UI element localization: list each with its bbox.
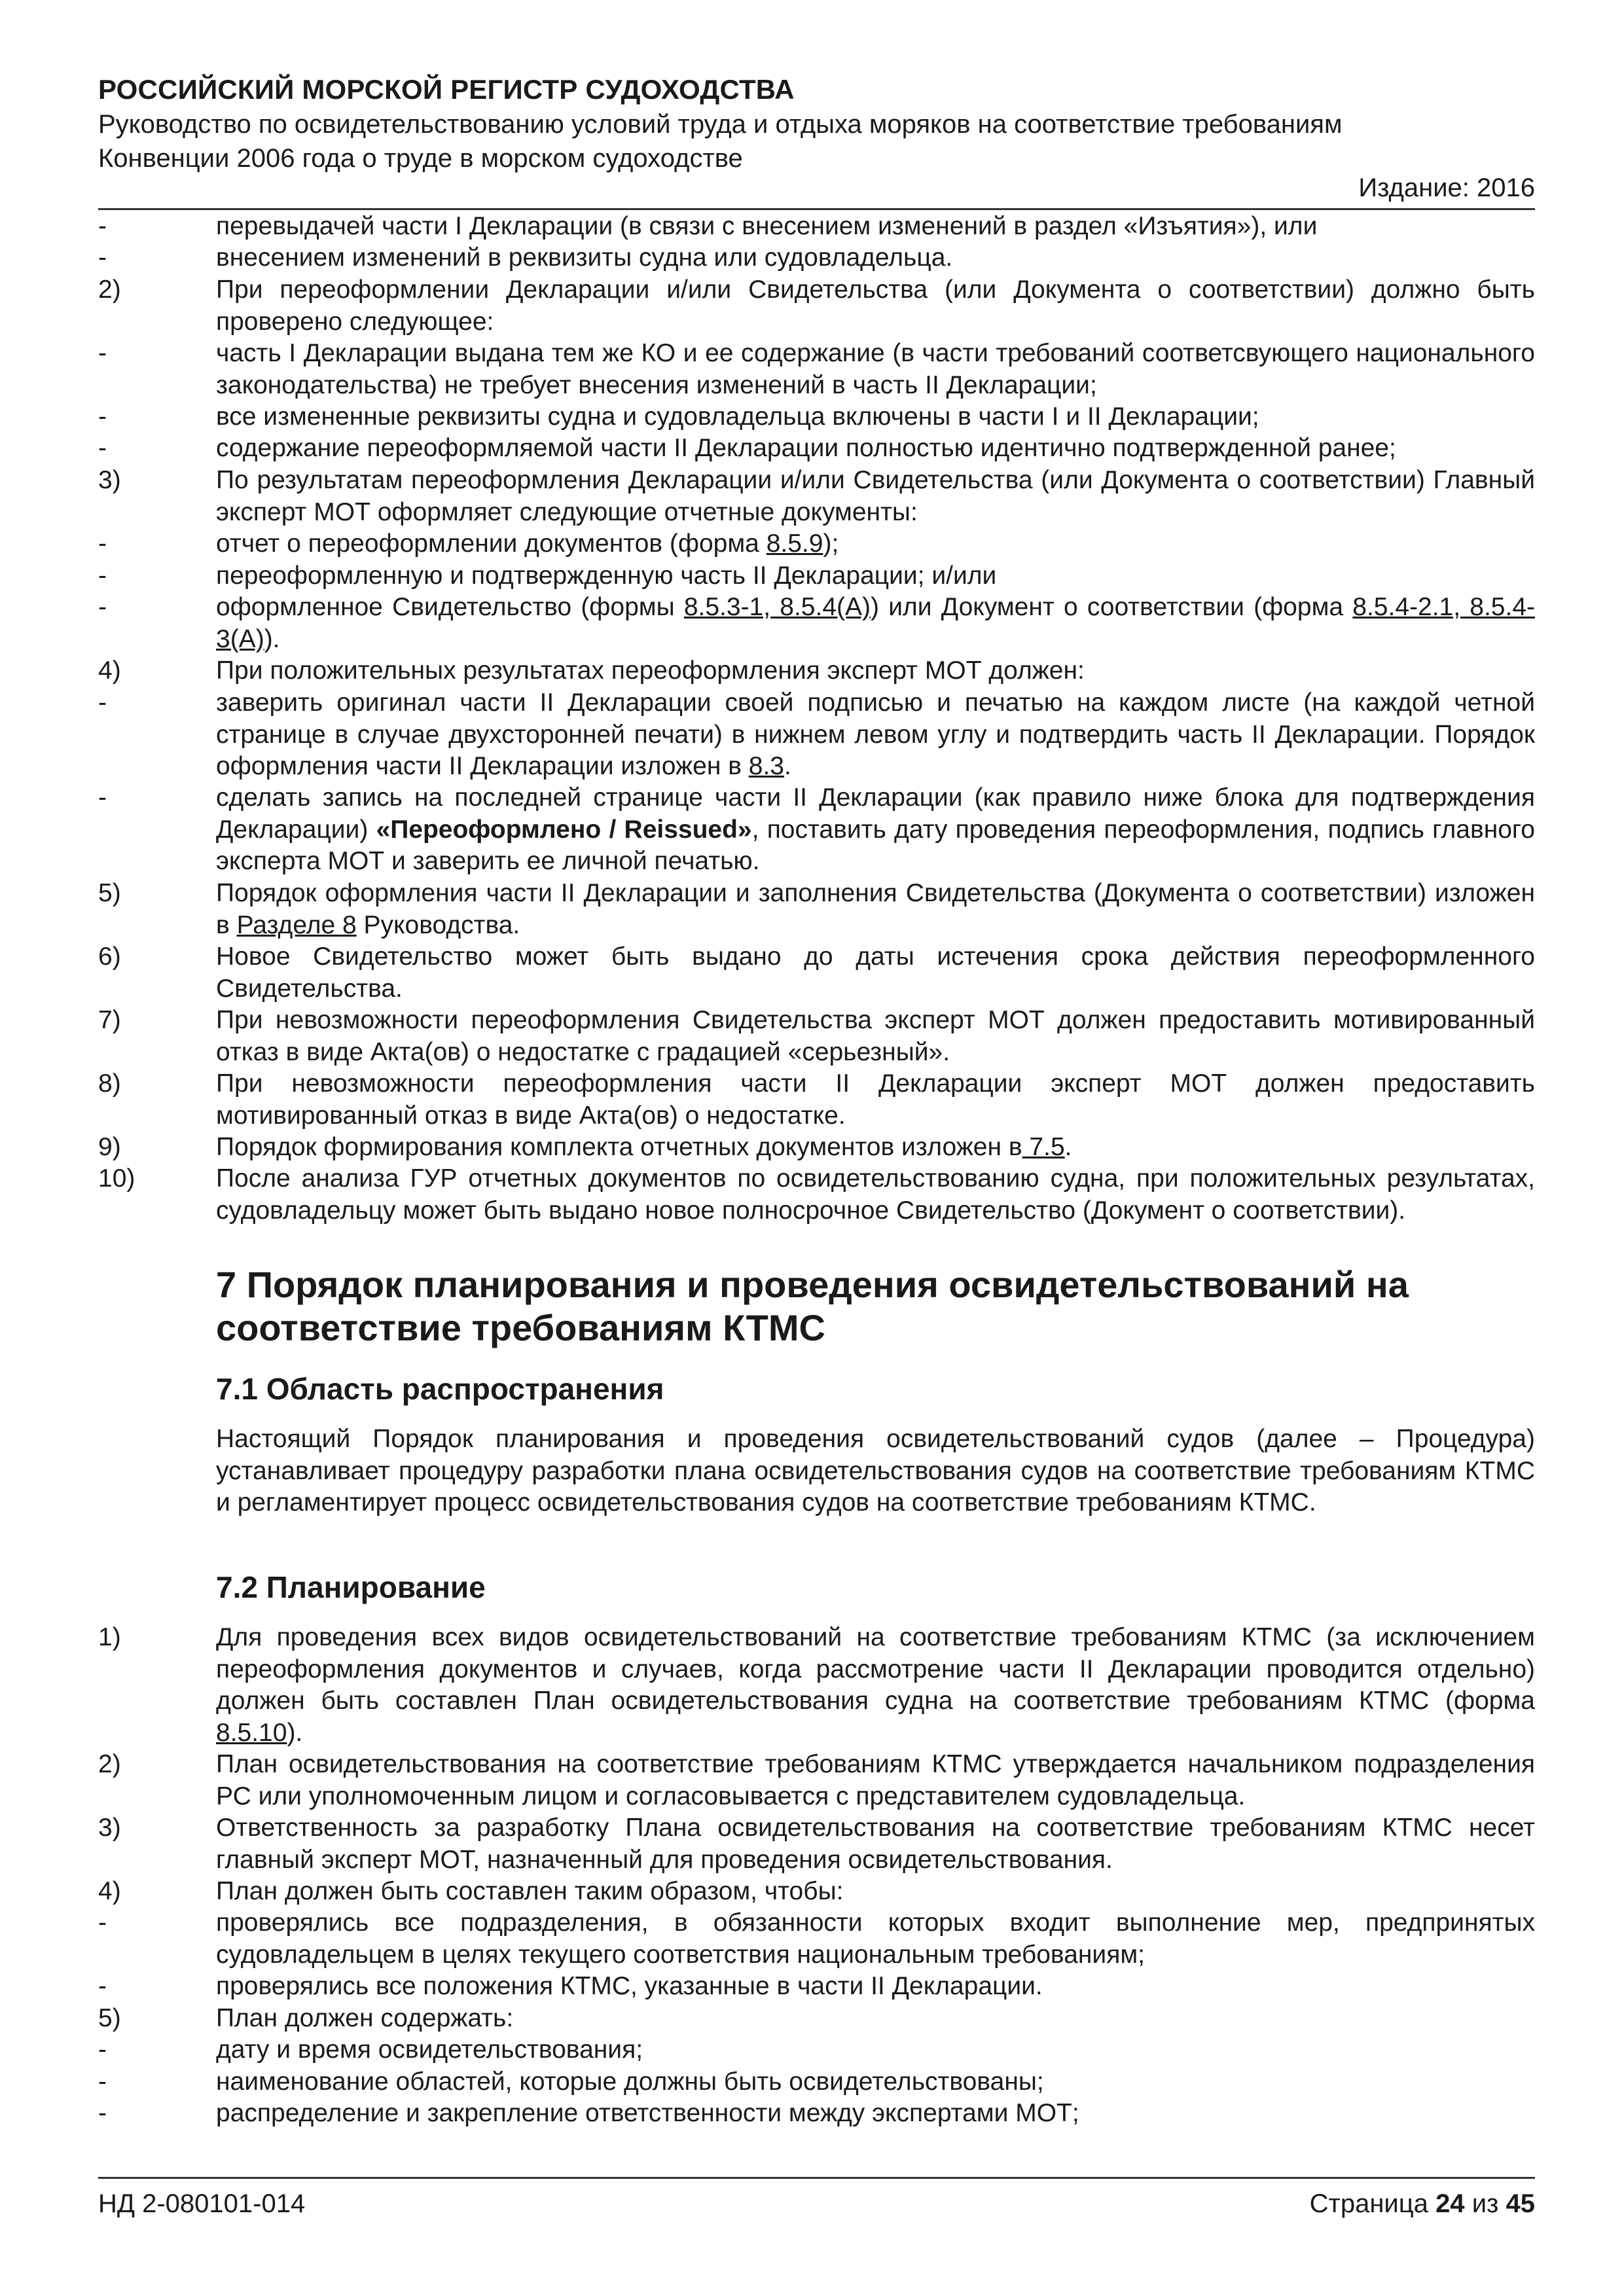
text-run: Порядок формирования комплекта отчетных документов изложен в: [216, 1133, 1022, 1161]
list-marker: 3): [98, 1814, 121, 1842]
document-subtitle-line-1: Руководство по освидетельствованию условий труда и отдыха моряков на соответствие требованиям: [98, 110, 1343, 139]
list-item-text: проверялись все подразделения, в обязанности которых входит выполнение мер, предпринятых судовладельцем в целях текущего соответствия национальным требованиям;: [216, 1909, 1535, 1969]
list-item-text: По результатам переоформления Декларации и/или Свидетельства (или Документа о соответствии) Главный эксперт МОТ оформляет следующие отчетные документы:: [216, 466, 1535, 526]
list-marker: -: [98, 212, 107, 240]
list-marker: -: [98, 689, 107, 717]
text-run: Для проведения всех видов освидетельствований на соответствие требованиям КТМС (за исключением переоформления документов и случаев, когда рассмотрение части II Декларации проводится отдельно) должен быть составлен План освидетельствования судна на соответствие требованиям КТМС (форма: [216, 1623, 1535, 1715]
list-marker: 7): [98, 1006, 121, 1034]
list-item-text: наименование областей, которые должны быть освидетельствованы;: [216, 2068, 1044, 2096]
text-run: ).: [287, 1718, 303, 1747]
list-item-text: распределение и закрепление ответственности между экспертами МОТ;: [216, 2099, 1079, 2127]
list-item-text: При невозможности переоформления Свидетельства эксперт МОТ должен предоставить мотивированный отказ в виде Акта(ов) о недостатке с градацией «серьезный».: [216, 1006, 1535, 1066]
list-item-text: [216, 687, 1535, 783]
text-run: .: [1064, 1133, 1072, 1161]
list-marker: 10): [98, 1164, 135, 1193]
list-marker: 4): [98, 656, 121, 685]
list-item-text: После анализа ГУР отчетных документов по освидетельствованию судна, при положительных результатах, судовладельцу может быть выдано новое полносрочное Свидетельство (Документ о соответствии).: [216, 1164, 1535, 1225]
text-run: );: [823, 529, 839, 558]
current-page: 24: [1435, 2189, 1465, 2218]
form-link[interactable]: 8.5.3-1, 8.5.4(А): [683, 593, 871, 621]
of-word: из: [1471, 2189, 1499, 2218]
text-run: отчет о переоформлении документов (форма: [216, 529, 767, 558]
list-marker: -: [98, 403, 107, 431]
text-run: Руководства.: [356, 910, 520, 939]
text-run: сделать запись на последней странице части II Декларации (как правило ниже блока для подтверждения Декларации): [216, 783, 1535, 844]
text-run: ).: [264, 624, 280, 653]
text-run: заверить оригинал части II Декларации своей подписью и печатью на каждом листе (на каждой четной странице в случае двухсторонней печати) в нижнем левом углу и подтвердить часть II Декларации. Порядок оформления части II Декларации изложен в: [216, 689, 1535, 780]
list-item-text: часть I Декларации выдана тем же КО и ее содержание (в части требований соответсвующего национального законодательства) не требует внесения изменений в часть II Декларации;: [216, 339, 1535, 399]
list-marker: 4): [98, 1877, 121, 1905]
list-item-text: [216, 1622, 1535, 1749]
list-item-text: При невозможности переоформления части II Декларации эксперт МОТ должен предоставить мотивированный отказ в виде Акта(ов) о недостатке.: [216, 1069, 1535, 1130]
list-item-text: [216, 528, 1535, 560]
form-link[interactable]: 8.5.10: [216, 1718, 287, 1747]
section-7-1-paragraph: Настоящий Порядок планирования и проведения освидетельствований судов (далее – Процедура) устанавливает процедуру разработки плана освидетельствования судов на соответствие требованиям КТМС и регламентирует процесс освидетельствования судов на соответствие требованиям КТМС.: [216, 1425, 1535, 1516]
section-7-2-title: 7.2 Планирование: [216, 1570, 486, 1604]
section-7-1-title: 7.1 Область распространения: [216, 1372, 664, 1406]
form-link[interactable]: 8.5.9: [766, 529, 823, 558]
list-marker: -: [98, 2036, 107, 2064]
text-run: , поставить дату проведения переоформления, подпись главного эксперта МОТ и заверить ее личной печатью.: [216, 815, 1535, 875]
list-item-text: дату и время освидетельствования;: [216, 2036, 643, 2064]
document-number: НД 2-080101-014: [98, 2189, 306, 2218]
list-marker: 5): [98, 2004, 121, 2032]
list-item-text: все измененные реквизиты судна и судовладельца включены в части I и II Декларации;: [216, 403, 1259, 431]
text-run: оформленное Свидетельство (формы: [216, 593, 684, 621]
list-item-text: Новое Свидетельство может быть выдано до даты истечения срока действия переоформленного Свидетельства.: [216, 942, 1535, 1003]
edition-label: Издание: 2016: [1358, 173, 1535, 202]
section-7-title-line-1: 7 Порядок планирования и проведения освидетельствований на: [216, 1264, 1409, 1305]
list-marker: -: [98, 2068, 107, 2096]
text-run: ) или Документ о соответствии (форма: [871, 593, 1353, 621]
text-run: .: [784, 752, 791, 780]
list-item-text: [216, 1132, 1535, 1164]
list-marker: -: [98, 529, 107, 558]
list-marker: -: [98, 2099, 107, 2127]
list-item-text: проверялись все положения КТМС, указанные в части II Декларации.: [216, 1972, 1043, 2000]
list-item-text: содержание переоформляемой части II Декларации полностью идентично подтвержденной ранее;: [216, 434, 1396, 462]
list-item-text: План должен быть составлен таким образом, чтобы:: [216, 1877, 844, 1905]
list-item-text: План должен содержать:: [216, 2004, 514, 2032]
list-marker: -: [98, 1909, 107, 1937]
list-item-text: внесением изменений в реквизиты судна или судовладельца.: [216, 243, 953, 272]
list-marker: 9): [98, 1133, 121, 1161]
organization-name: РОССИЙСКИЙ МОРСКОЙ РЕГИСТР СУДОХОДСТВА: [98, 74, 795, 105]
list-item-text: перевыдачей части I Декларации (в связи с внесением изменений в раздел «Изъятия»), или: [216, 212, 1318, 240]
list-marker: 5): [98, 879, 121, 907]
section-link[interactable]: 7.5: [1022, 1133, 1065, 1161]
reissued-stamp-text: «Переоформлено / Reissued»: [376, 815, 752, 844]
list-marker: 6): [98, 942, 121, 971]
list-item-text: План освидетельствования на соответствие требованиям КТМС утверждается начальником подразделения РС или уполномоченным лицом и согласовывается с представителем судовладельца.: [216, 1750, 1535, 1810]
list-marker: -: [98, 1972, 107, 2000]
list-marker: -: [98, 593, 107, 621]
document-subtitle-line-2: Конвенции 2006 года о труде в морском судоходстве: [98, 144, 743, 173]
section-7-title-line-2: соответствие требованиям КТМС: [216, 1307, 825, 1348]
list-marker: 1): [98, 1623, 121, 1651]
page-number: [1310, 2189, 1535, 2219]
list-marker: 2): [98, 276, 121, 304]
footer-divider: [98, 2177, 1535, 2179]
section-link[interactable]: Разделе 8: [236, 910, 357, 939]
list-item-text: При положительных результатах переоформления эксперт МОТ должен:: [216, 656, 1085, 685]
list-marker: -: [98, 562, 107, 590]
text-run: Порядок оформления части II Декларации и заполнения Свидетельства (Документа о соответствии) изложен в: [216, 879, 1535, 939]
list-marker: 3): [98, 466, 121, 494]
list-item-text: Ответственность за разработку Плана освидетельствования на соответствие требованиям КТМС несет главный эксперт МОТ, назначенный для проведения освидетельствования.: [216, 1814, 1535, 1874]
page-word: Страница: [1309, 2189, 1428, 2218]
header-divider: [98, 208, 1535, 210]
list-marker: -: [98, 339, 107, 367]
form-link[interactable]: 8.5.4-2.1, 8.5.4-3(А): [216, 593, 1535, 653]
list-item-text: переоформленную и подтвержденную часть II Декларации; и/или: [216, 562, 997, 590]
list-marker: -: [98, 434, 107, 462]
list-marker: 8): [98, 1069, 121, 1098]
section-link[interactable]: 8.3: [748, 752, 784, 780]
total-pages: 45: [1506, 2189, 1535, 2218]
list-item-text: [216, 878, 1535, 941]
list-marker: 2): [98, 1750, 121, 1778]
list-marker: -: [98, 243, 107, 272]
list-marker: -: [98, 783, 107, 812]
list-item-text: [216, 592, 1535, 655]
list-item-text: [216, 782, 1535, 878]
list-item-text: При переоформлении Декларации и/или Свидетельства (или Документа о соответствии) должно быть проверено следующее:: [216, 276, 1535, 336]
